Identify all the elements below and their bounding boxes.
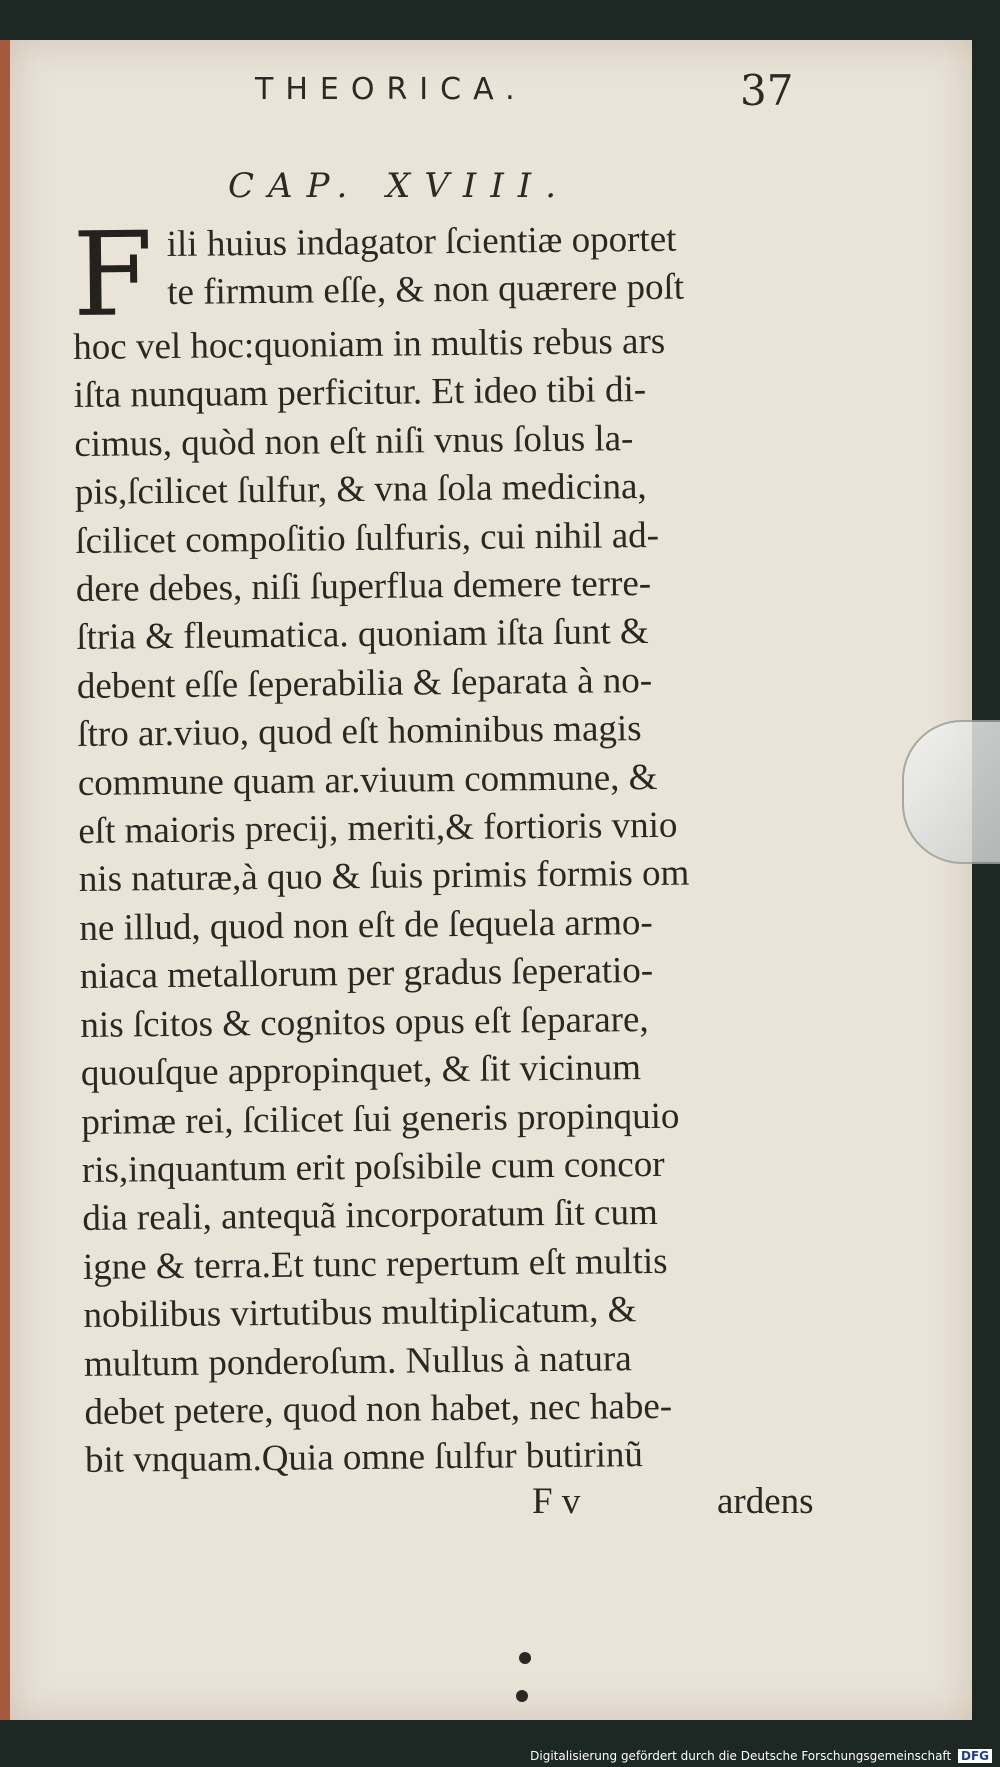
digitization-footer <box>530 1749 992 1763</box>
text-line: cimus, quòd non eſt niſi vnus ſolus la- <box>74 417 634 465</box>
text-line: dia reali, antequã incorporatum ſit cum <box>82 1192 658 1240</box>
text-line: quouſque appropinquet, & ſit vicinum <box>80 1047 642 1095</box>
text-line: iſta nunquam perficitur. Et ideo tibi di- <box>73 369 647 417</box>
text-line: debent eſſe ſeperabilia & ſeparata à no- <box>76 659 653 707</box>
text-line: ris,inquantum erit poſsibile cum concor <box>81 1143 665 1191</box>
text-line: multum ponderoſum. Nullus à natura <box>83 1337 632 1385</box>
page-mark-dot <box>516 1690 528 1702</box>
first-lines <box>72 214 833 319</box>
body-text <box>71 207 845 1486</box>
signature-mark: F v <box>532 1481 581 1522</box>
text-line: ne illud, quod non eſt de ſequela armo- <box>79 901 653 949</box>
text-line: niaca metallorum per gradus ſeperatio- <box>79 950 654 998</box>
text-line: commune quam ar.viuum commune, & <box>77 756 658 804</box>
text-line: hoc vel hoc:quoniam in multis rebus ars <box>73 320 666 368</box>
footer-text: Digitalisierung gefördert durch die Deutsche Forschungsgemeinschaft <box>530 1749 952 1763</box>
text-line: pis,ſcilicet ſulfur, & vna ſola medicina, <box>74 466 647 514</box>
text-line: nis naturæ,à quo & ſuis primis formis om <box>78 853 690 901</box>
text-line: ſcilicet compoſitio ſulfuris, cui nihil ad- <box>75 514 660 562</box>
text-line: eſt maioris precij, meriti,& fortioris vnio <box>78 804 678 853</box>
text-line: bit vnquam.Quia omne ſulfur butirinũ <box>84 1434 644 1482</box>
text-line: te firmum eſſe, & non quærere poſt <box>167 267 685 314</box>
text-line: ili huius indagator ſcientiæ oportet <box>166 218 677 266</box>
text-line: ſtria & fleumatica. quoniam iſta ſunt & <box>76 611 649 659</box>
drop-cap: F <box>71 207 154 343</box>
text-line: nis ſcitos & cognitos opus eſt ſeparare, <box>80 998 649 1046</box>
page-mark-dot <box>519 1652 531 1664</box>
text-line: ſtro ar.viuo, quod eſt hominibus magis <box>77 708 642 756</box>
catchword: ardens <box>717 1481 814 1522</box>
text-line: debet petere, quod non habet, nec habe- <box>84 1385 673 1433</box>
text-line: primæ rei, ſcilicet ſui generis propinquio <box>81 1095 680 1143</box>
text-line: igne & terra.Et tunc repertum eſt multis <box>82 1240 668 1288</box>
text-line: dere debes, niſi ſuperflua demere terre- <box>75 562 652 611</box>
dfg-logo: DFG <box>958 1749 992 1763</box>
page-number: 37 <box>740 66 794 115</box>
chapter-heading: CAP. XVIII. <box>228 166 571 206</box>
text-line: nobilibus virtutibus multiplicatum, & <box>83 1289 637 1337</box>
page-clip <box>902 720 1000 864</box>
running-head: THEORICA. <box>255 72 527 107</box>
